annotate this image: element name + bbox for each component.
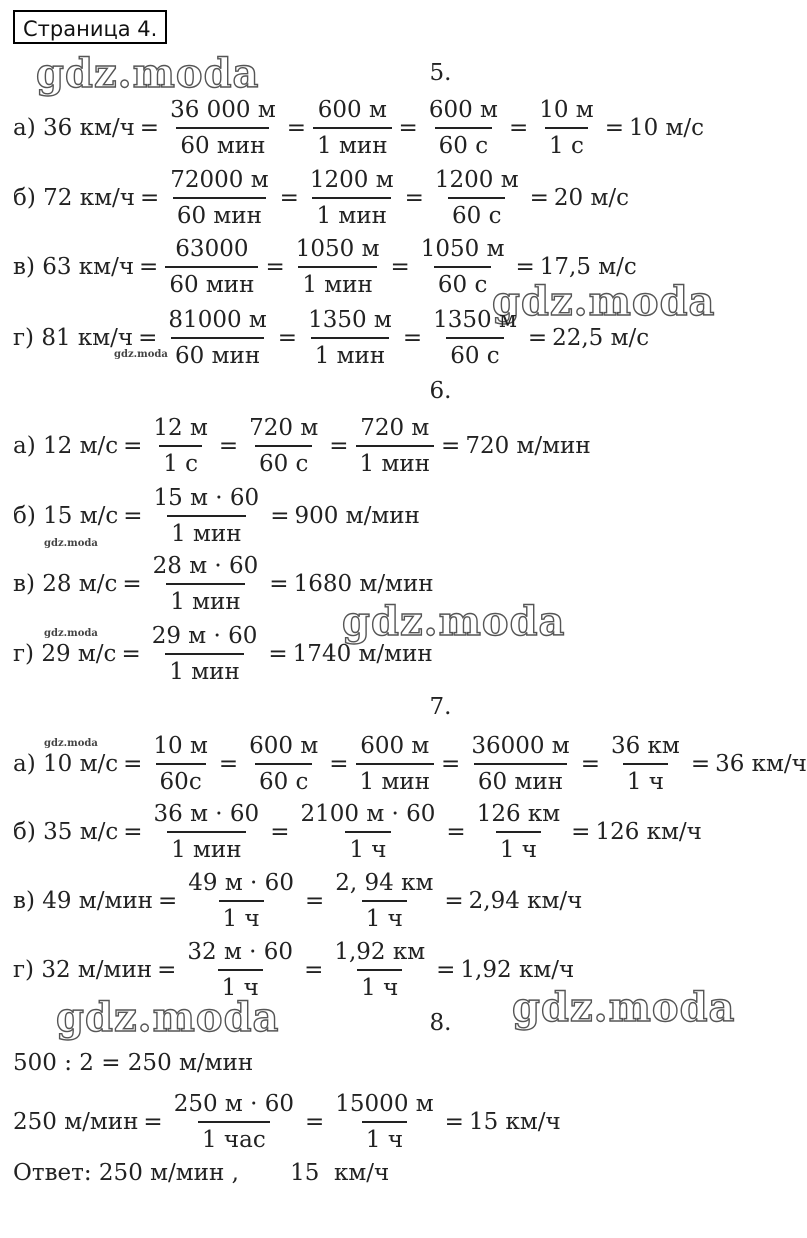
fraction: $\frac{36 км}{1 ч}$ [607, 729, 684, 799]
equation-row: б) 72 км/ч = $\frac{72000 м}{\text{60 мин}}$ = $\frac{1200 м}{\text{1 мин}}$ = $\frac{1200 м}{60 с}$ = 20 м/с [13, 162, 629, 234]
page-label: Страница 4. [13, 10, 167, 44]
equation-result: 22,5 м/с [552, 325, 650, 351]
equation-row: в) 28 м/с = $\frac{28 м \cdot 60}{\text{1 мин}}$ = 1680 м/мин [13, 548, 434, 620]
equation-row: г) 32 м/мин = $\frac{32 м \cdot 60}{1 ч}$ = $\frac{1,92 км}{1 ч}$ = 1,92 км/ч [13, 934, 574, 1006]
watermark: gdz.moda [44, 738, 98, 749]
watermark: gdz.moda [342, 598, 566, 645]
equation-label: г) 81 км/ч [13, 325, 134, 351]
equation-result: 1680 м/мин [293, 571, 434, 597]
task-number: 5. [429, 60, 452, 86]
equation-label: г) 32 м/мин [13, 957, 153, 983]
answer-line: Ответ: 250 м/мин , 15 км/ч [13, 1160, 390, 1186]
watermark: gdz.moda [492, 278, 716, 325]
equation-result: 720 м/мин [465, 433, 591, 459]
fraction: $\frac{1050 м}{60 с}$ [417, 232, 509, 302]
fraction: $\frac{1350 м}{60 с}$ [429, 303, 521, 373]
equation-label: а) 36 км/ч [13, 115, 135, 141]
fraction: $\frac{2, 94 км}{1 ч}$ [331, 866, 437, 936]
fraction: $\frac{36 м \cdot 60}{\text{1 мин}}$ [150, 797, 264, 867]
task-number: 8. [429, 1010, 452, 1036]
fraction: $\frac{72000 м}{\text{60 мин}}$ [166, 163, 272, 233]
equation-label: б) 72 км/ч [13, 185, 135, 211]
equation-row: а) 12 м/с = $\frac{12 м}{1 с}$ = $\frac{720 м}{60 с}$ = $\frac{720 м}{\text{1 мин}}$ = 720 м/мин [13, 410, 591, 482]
fraction: $\frac{1200 м}{60 с}$ [431, 163, 523, 233]
equation-label: а) 10 м/с [13, 751, 119, 777]
fraction: $\frac{600 м}{\text{1 мин}}$ [356, 729, 435, 799]
fraction: $\frac{32 м \cdot 60}{1 ч}$ [183, 935, 297, 1005]
equation-label: б) 15 м/с [13, 503, 119, 529]
equation-label: 250 м/мин [13, 1109, 139, 1135]
fraction: $\frac{600 м}{60 с}$ [425, 93, 502, 163]
watermark: gdz.moda [512, 984, 736, 1031]
equation-row: б) 35 м/с = $\frac{36 м \cdot 60}{\text{1 мин}}$ = $\frac{2100 м \cdot 60}{1 ч}$ = $\frac{126 км}{1 ч}$ = 126 км/ч [13, 796, 702, 868]
fraction: $\frac{1,92 км}{1 ч}$ [330, 935, 429, 1005]
equation-label: б) 35 м/с [13, 819, 119, 845]
fraction: $\frac{600 м}{\text{1 мин}}$ [313, 93, 392, 163]
calculation-line: 500 : 2 = 250 м/мин [13, 1050, 254, 1076]
fraction: $\frac{49 м \cdot 60}{1 ч}$ [184, 866, 298, 936]
equation-result: 2,94 км/ч [468, 888, 583, 914]
equation-result: 20 м/с [553, 185, 630, 211]
equation-result: 17,5 м/с [539, 254, 637, 280]
equation-result: 1,92 км/ч [460, 957, 575, 983]
equation-row: а) 36 км/ч = $\frac{36 000 м}{\text{60 мин}}$ = $\frac{600 м}{\text{1 мин}}$ = $\frac{600 м}{60 с}$ = $\frac{10 м}{1 с}$ = 10 м/с [13, 92, 704, 164]
watermark: gdz.moda [44, 538, 98, 549]
fraction: $\frac{2100 м \cdot 60}{1 ч}$ [296, 797, 439, 867]
equation-result: 126 км/ч [595, 819, 702, 845]
watermark: gdz.moda [44, 628, 98, 639]
fraction: $\frac{126 км}{1 ч}$ [473, 797, 564, 867]
fraction: $\frac{720 м}{60 с}$ [245, 411, 322, 481]
fraction: $\frac{28 м \cdot 60}{\text{1 мин}}$ [149, 549, 263, 619]
equation-row: б) 15 м/с = $\frac{15 м \cdot 60}{\text{1 мин}}$ = 900 м/мин [13, 480, 420, 552]
equation-label: г) 29 м/с [13, 641, 117, 667]
equation-result: 15 км/ч [468, 1109, 561, 1135]
fraction: $\frac{15000 м}{1 ч}$ [331, 1087, 437, 1157]
equation-result: 900 м/мин [294, 503, 420, 529]
equation-row: в) 49 м/мин = $\frac{49 м \cdot 60}{1 ч}$ = $\frac{2, 94 км}{1 ч}$ = 2,94 км/ч [13, 865, 582, 937]
fraction: $\frac{250 м \cdot 60}{\text{1 час}}$ [170, 1087, 298, 1157]
task-number: 7. [429, 694, 452, 720]
equation-result: 36 км/ч [715, 751, 807, 777]
fraction: $\frac{720 м}{\text{1 мин}}$ [356, 411, 435, 481]
equation-result: 1740 м/мин [292, 641, 433, 667]
fraction: $\frac{29 м \cdot 60}{\text{1 мин}}$ [148, 619, 262, 689]
fraction: $\frac{600 м}{60 с}$ [245, 729, 322, 799]
equation-row: г) 81 км/ч = $\frac{81000 м}{\text{60 мин}}$ = $\frac{1350 м}{\text{1 мин}}$ = $\frac{1350 м}{60 с}$ = 22,5 м/с [13, 302, 649, 374]
watermark: gdz.moda [114, 349, 168, 360]
equation-label: в) 49 м/мин [13, 888, 153, 914]
fraction: $\frac{10 м}{60с}$ [149, 729, 211, 799]
equation-row: в) 63 км/ч = $\frac{63000}{\text{60 мин}}$ = $\frac{1050 м}{\text{1 мин}}$ = $\frac{1050 м}{60 с}$ = 17,5 м/с [13, 231, 637, 303]
task-number: 6. [429, 378, 452, 404]
fraction: $\frac{15 м \cdot 60}{\text{1 мин}}$ [150, 481, 264, 551]
equation-label: в) 28 м/с [13, 571, 118, 597]
equation-row: г) 29 м/с = $\frac{29 м \cdot 60}{\text{1 мин}}$ = 1740 м/мин [13, 618, 433, 690]
fraction: $\frac{36000 м}{\text{60 мин}}$ [467, 729, 573, 799]
watermark: gdz.moda [56, 994, 280, 1041]
fraction: $\frac{81000 м}{\text{60 мин}}$ [164, 303, 270, 373]
equation-label: в) 63 км/ч [13, 254, 135, 280]
fraction: $\frac{36 000 м}{\text{60 мин}}$ [166, 93, 280, 163]
fraction: $\frac{63000}{\text{60 мин}}$ [165, 232, 258, 302]
fraction: $\frac{10 м}{1 с}$ [535, 93, 597, 163]
fraction: $\frac{1350 м}{\text{1 мин}}$ [304, 303, 396, 373]
equation-label: а) 12 м/с [13, 433, 119, 459]
fraction: $\frac{1200 м}{\text{1 мин}}$ [306, 163, 398, 233]
equation-result: 10 м/с [628, 115, 705, 141]
equation-row: 250 м/мин = $\frac{250 м \cdot 60}{\text{1 час}}$ = $\frac{15000 м}{1 ч}$ = 15 км/ч [13, 1086, 561, 1158]
fraction: $\frac{1050 м}{\text{1 мин}}$ [292, 232, 384, 302]
equation-row: а) 10 м/с = $\frac{10 м}{60с}$ = $\frac{600 м}{60 с}$ = $\frac{600 м}{\text{1 мин}}$ = $\frac{36000 м}{\text{60 мин}}$ = $\frac{36 км}{1 ч}$ = 36 км/ч [13, 728, 807, 800]
fraction: $\frac{12 м}{1 с}$ [149, 411, 211, 481]
watermark: gdz.moda [36, 50, 260, 97]
